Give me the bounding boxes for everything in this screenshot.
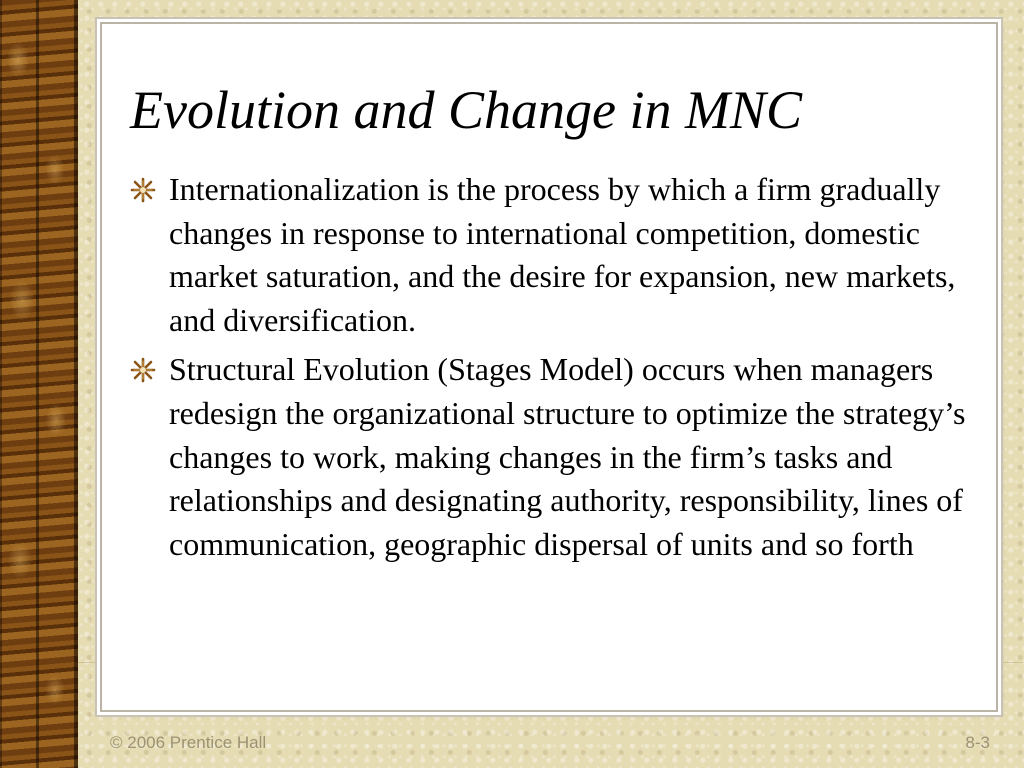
footer-copyright: © 2006 Prentice Hall [110,733,267,752]
star-burst-bullet-icon [130,357,156,383]
slide-title: Evolution and Change in MNC [130,80,802,140]
footer-page-number: 8-3 [965,733,990,752]
star-burst-bullet-icon [130,177,156,203]
bullet-item [128,168,978,342]
bullet-text: Structural Evolution (Stages Model) occurs when managers redesign the organizational structure to optimize the strategy’s changes to work, making changes in the firm’s tasks and relationships and designating authority, responsibility, lines of communication, geographic dispersal of units and so forth [169,351,966,562]
bullet-text: Internationalization is the process by which a firm gradually changes in response to international competition, domestic market saturation, and the desire for expansion, new markets, and diversification. [169,171,956,338]
wood-texture-strip [0,0,78,768]
bullet-item [128,348,978,566]
bullet-list [128,168,978,572]
